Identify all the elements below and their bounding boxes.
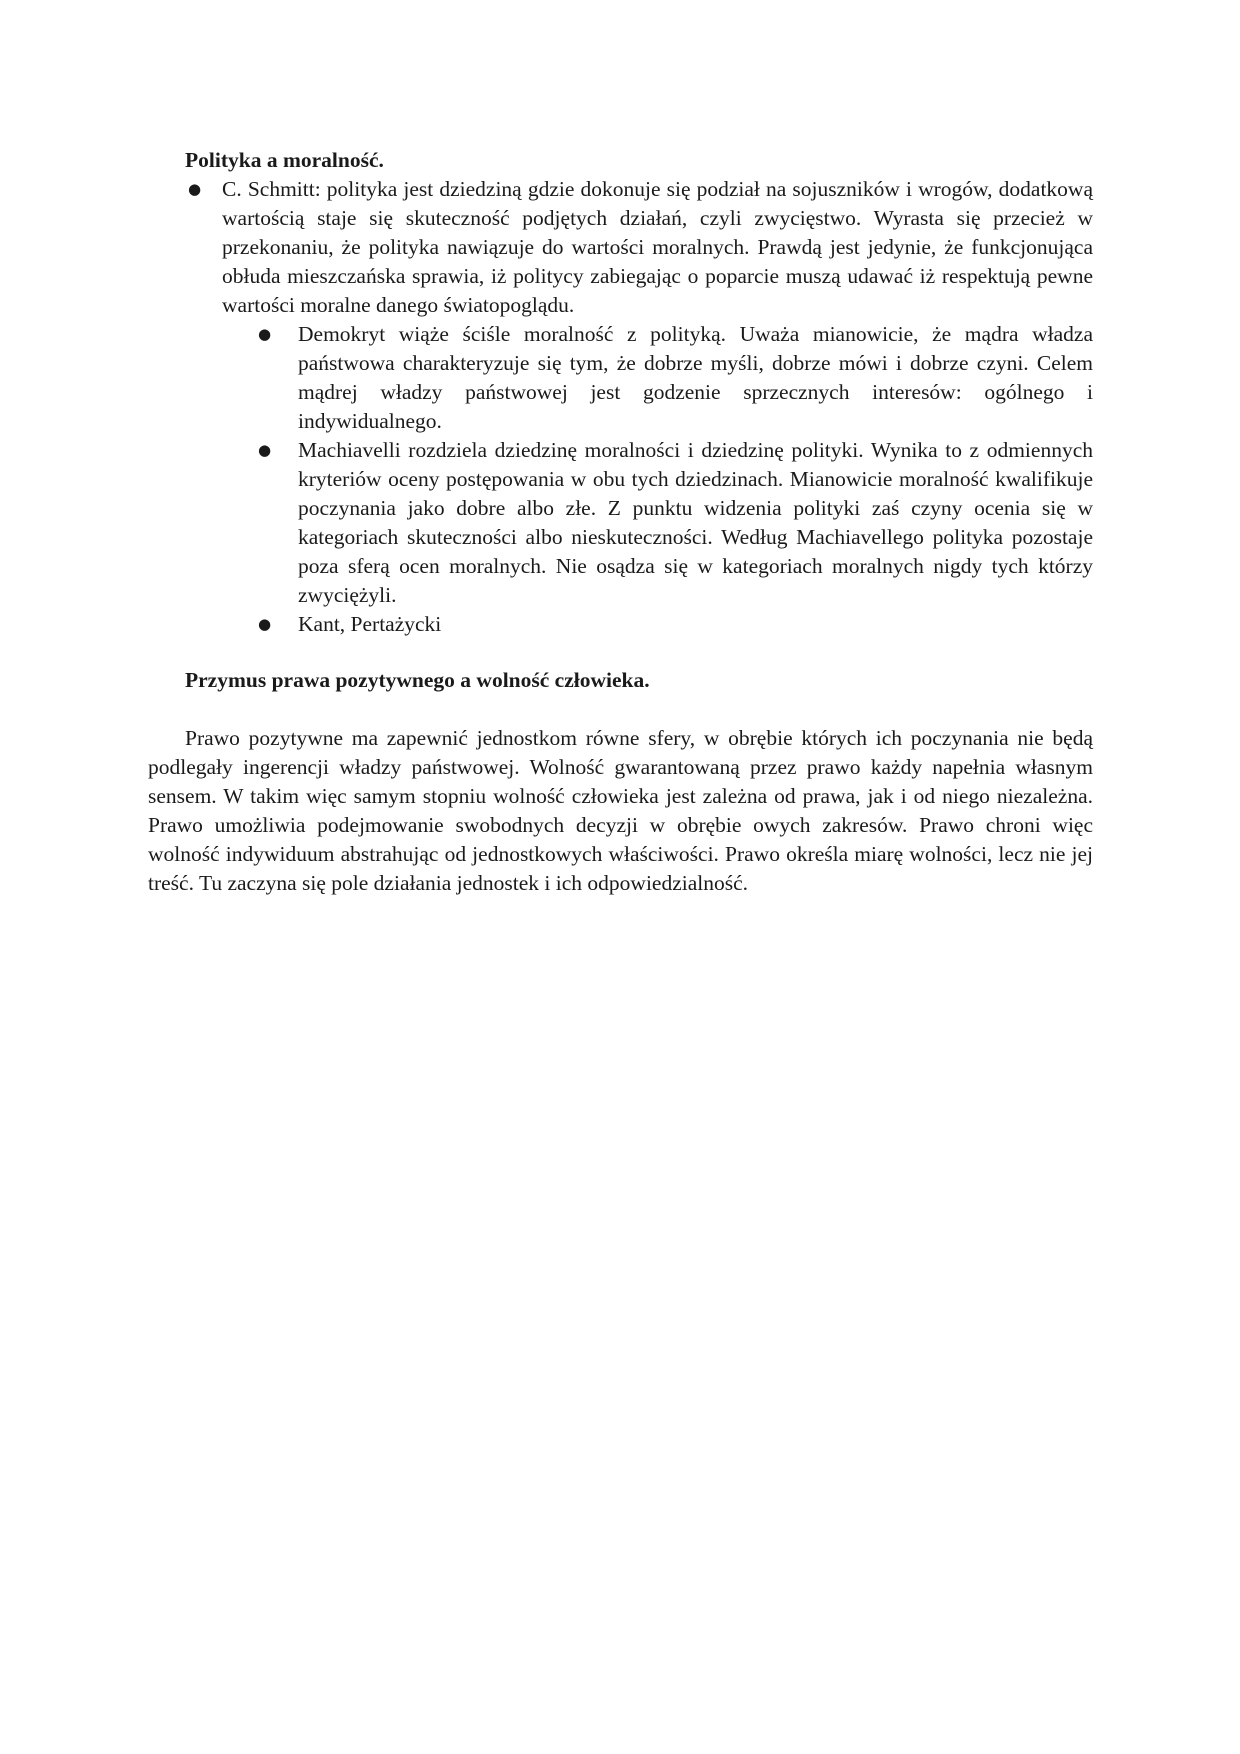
list-item-text: Demokryt wiąże ściśle moralność z polityką. Uważa mianowicie, że mądra władza państwowa charakteryzuje się tym, że dobrze myśli, dobrze mówi i dobrze czyni. Celem mądrej władzy państwowej jest godzenie sprzecznych interesów: ogólnego i indywidualnego. [298,322,1093,433]
document-body [148,146,1093,898]
bullet-list [148,175,1093,639]
list-item-kant [148,610,1093,639]
nested-bullet-list [222,320,1093,639]
bullet-dot-icon: ● [258,325,272,343]
list-item-text: Machiavelli rozdziela dziedzinę moralności i dziedzinę polityki. Wynika to z odmiennych kryteriów oceny postępowania w obu tych dziedzinach. Mianowicie moralność kwalifikuje poczynania jako dobre albo złe. Z punktu widzenia polityki zaś czyny ocenia się w kategoriach skuteczności albo nieskuteczności. Według Machiavellego polityka pozostaje poza sferą ocen moralnych. Nie osądza się w kategoriach moralnych nigdy tych którzy zwyciężyli. [298,438,1093,607]
list-item-machiavelli [148,436,1093,610]
bullet-dot-icon: ● [258,441,272,459]
spacer [148,695,1093,724]
body-paragraph: Prawo pozytywne ma zapewnić jednostkom równe sfery, w obrębie których ich poczynania nie będą podlegały ingerencji władzy państwowej. Wolność gwarantowaną przez prawo każdy napełnia własnym sensem. W takim więc samym stopniu wolność człowieka jest zależna od prawa, jak i od niego niezależna. Prawo umożliwia podejmowanie swobodnych decyzji w obrębie owych zakresów. Prawo chroni więc wolność indywiduum abstrahując od jednostkowych właściwości. Prawo określa miarę wolności, lecz nie jej treść. Tu zaczyna się pole działania jednostek i ich odpowiedzialność. [148,726,1093,895]
bullet-dot-icon: ● [258,615,272,633]
bullet-dot-icon: ● [188,180,202,198]
list-item-text: C. Schmitt: polityka jest dziedziną gdzie dokonuje się podział na sojuszników i wrogów, dodatkową wartością staje się skuteczność podjętych działań, czyli zwycięstwo. Wyrasta się przecież w przekonaniu, że polityka nawiązuje do wartości moralnych. Prawdą jest jedynie, że funkcjonująca obłuda mieszczańska sprawia, iż politycy zabiegając o poparcie muszą udawać iż respektują pewne wartości moralne danego światopoglądu. [222,177,1093,317]
list-item-demokryt [148,320,1093,436]
list-item-text: Kant, Pertażycki [298,612,442,636]
list-item-schmitt [148,175,1093,639]
section-heading-polityka: Polityka a moralność. [185,148,384,172]
spacer [148,639,1093,666]
section-heading-przymus: Przymus prawa pozytywnego a wolność człowieka. [185,668,650,692]
